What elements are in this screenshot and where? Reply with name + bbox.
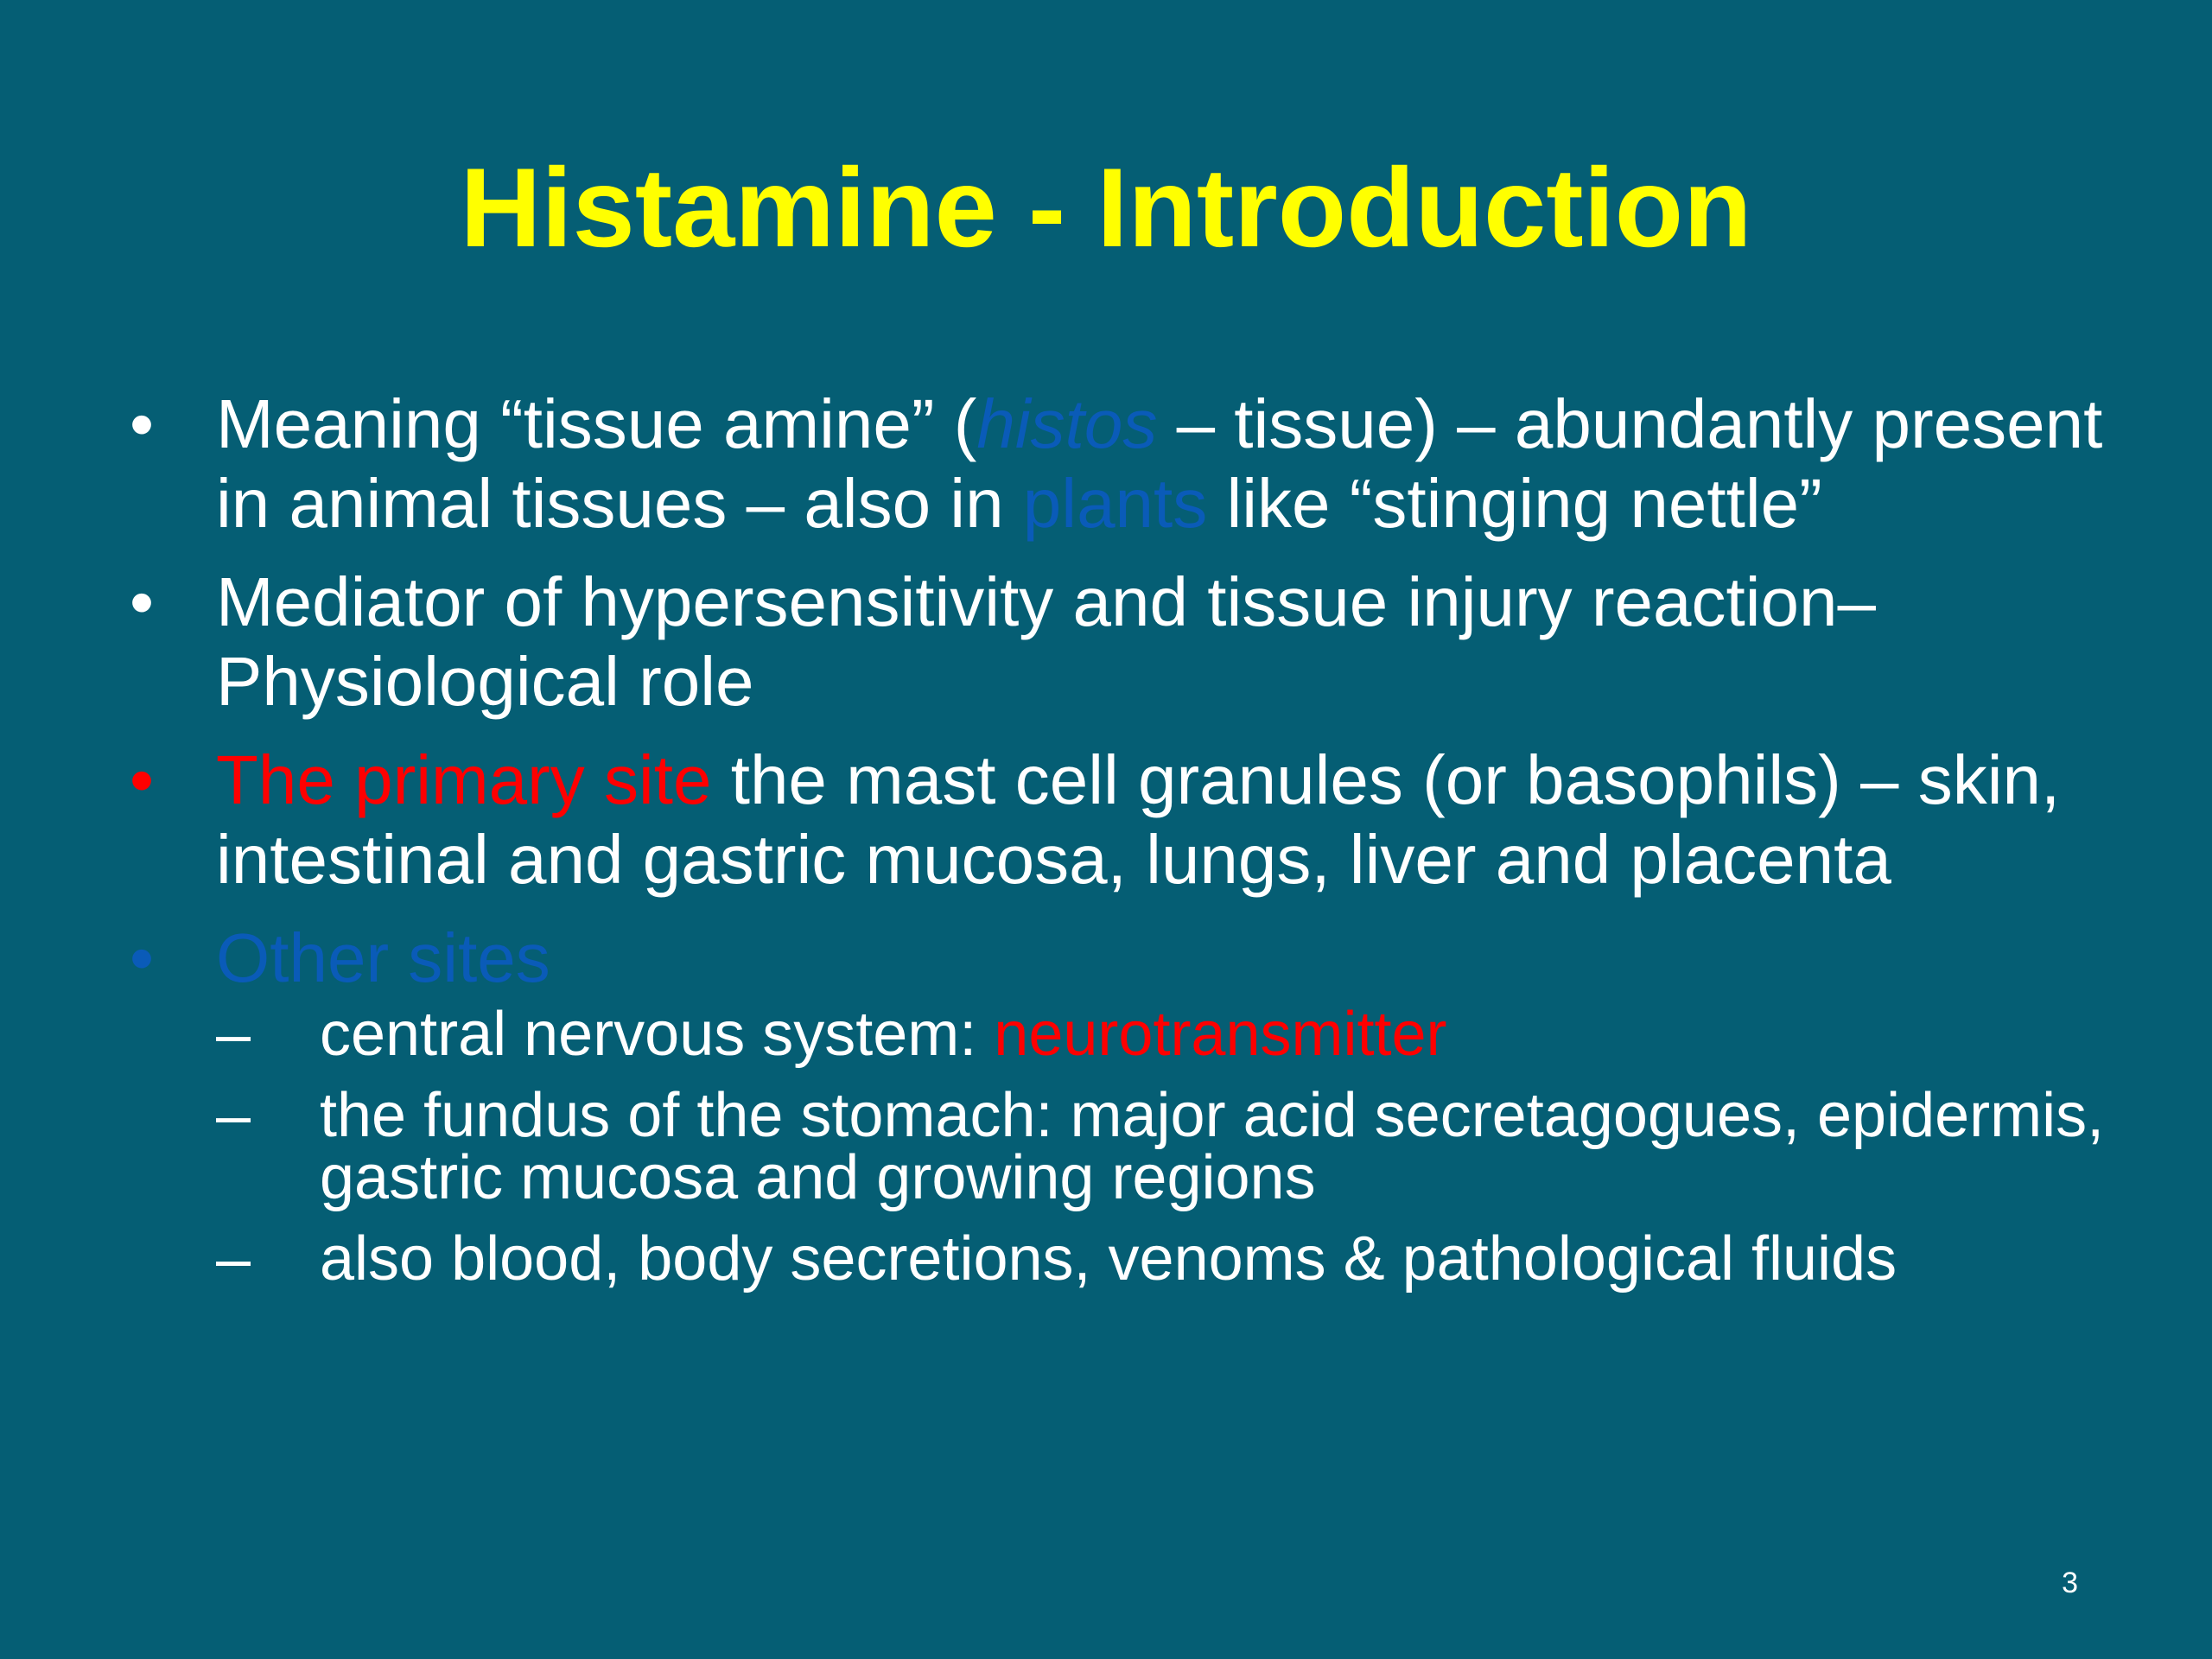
sub-marker: – [216,1224,251,1294]
slide-title: Histamine - Introduction [460,144,1752,270]
bullet-list [121,385,2108,1309]
sub-marker: – [216,1000,251,1069]
sub-item-blood [216,1224,2108,1294]
bullet-text: like “stinging nettle” [1207,465,1822,542]
bullet-meaning [121,385,2108,543]
sub-item-text: also blood, body secretions, venoms & pathological fluids [320,1224,1897,1294]
bullet-mediator [121,563,2108,721]
bullet-marker: • [130,385,155,462]
bullet-other-sites [121,918,2108,1294]
page-number: 3 [2062,1567,2078,1599]
histos-term: histos [976,385,1158,462]
bullet-marker: • [130,919,155,996]
sub-item-stomach [216,1081,2108,1212]
plants-term: plants [1022,465,1208,542]
bullet-text: – tissue) – abundantly present in animal tissues – also in [216,385,2103,542]
primary-site-term: The primary site [216,741,712,818]
sub-marker: – [216,1081,251,1150]
bullet-marker: • [130,741,155,818]
other-sites-term: Other sites [216,919,550,996]
sub-item-text: central nervous system: [320,1000,995,1069]
bullet-marker: • [130,563,155,640]
bullet-primary-site [121,741,2108,899]
sub-item-cns [216,1000,2108,1069]
neurotransmitter-term: neurotransmitter [994,1000,1447,1069]
bullet-text: the mast cell granules (or basophils) – skin, intestinal and gastric mucosa, lungs, liver and placenta [216,741,2061,898]
sub-item-text: the fundus of the stomach: major acid secretagogues, epidermis, gastric mucosa and growing regions [320,1081,2105,1212]
bullet-text: Meaning “tissue amine” ( [216,385,977,462]
bullet-text: Mediator of hypersensitivity and tissue injury reaction– Physiological role [216,563,1876,720]
other-sites-sublist [216,1000,2108,1294]
